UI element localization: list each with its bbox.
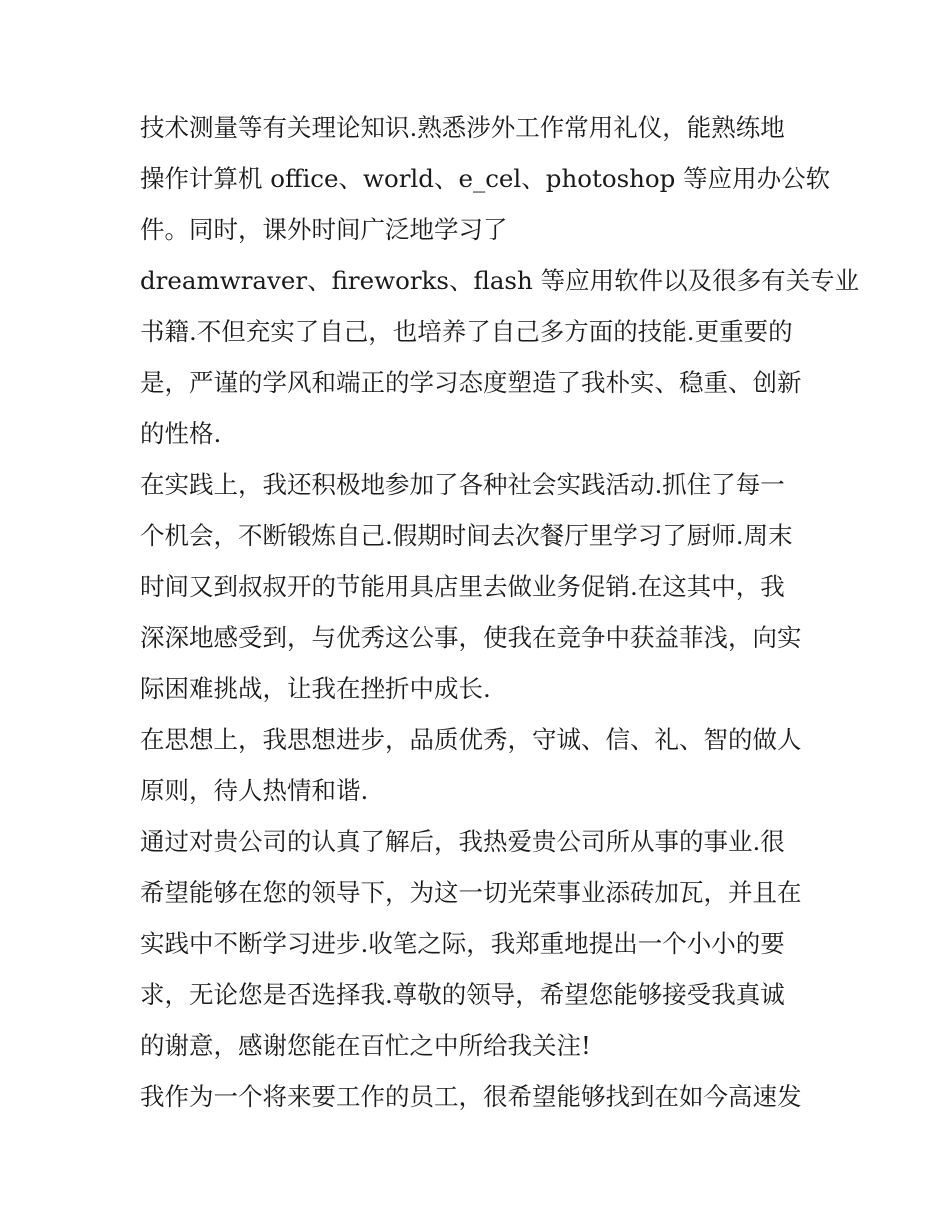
text-line: 操作计算机 office、world、e_cel、photoshop 等应用办公软 — [140, 164, 831, 193]
text-line: 技术测量等有关理论知识.熟悉涉外工作常用礼仪，能熟练地 — [140, 113, 785, 142]
text-line: 件。同时，课外时间广泛地学习了 — [140, 215, 508, 244]
text-line: 是，严谨的学风和端正的学习态度塑造了我朴实、稳重、创新 — [140, 368, 802, 397]
text-line: 实践中不断学习进步.收笔之际，我郑重地提出一个小小的要 — [140, 929, 785, 958]
text-line: 在实践上，我还积极地参加了各种社会实践活动.抓住了每一 — [140, 470, 785, 499]
text-line: 原则，待人热情和谐. — [140, 776, 369, 805]
text-line: 在思想上，我思想进步，品质优秀，守诚、信、礼、智的做人 — [140, 725, 802, 754]
text-line: 的性格. — [140, 419, 222, 448]
text-line: 求，无论您是否选择我.尊敬的领导，希望您能够接受我真诚 — [140, 980, 785, 1009]
text-line: 希望能够在您的领导下，为这一切光荣事业添砖加瓦，并且在 — [140, 878, 802, 907]
text-line: 深深地感受到，与优秀这公事，使我在竞争中获益菲浅，向实 — [140, 623, 802, 652]
text-line: 书籍.不但充实了自己，也培养了自己多方面的技能.更重要的 — [140, 317, 793, 346]
document-body — [140, 102, 860, 1122]
text-line: 时间又到叔叔开的节能用具店里去做业务促销.在这其中，我 — [140, 572, 785, 601]
text-line: 个机会，不断锻炼自己.假期时间去次餐厅里学习了厨师.周末 — [140, 521, 793, 550]
text-line: 的谢意，感谢您能在百忙之中所给我关注! — [140, 1031, 591, 1060]
text-line: 我作为一个将来要工作的员工，很希望能够找到在如今高速发 — [140, 1082, 802, 1111]
text-line: 际困难挑战，让我在挫折中成长. — [140, 674, 491, 703]
text-line: dreamwraver、fireworks、flash 等应用软件以及很多有关专业 — [140, 266, 860, 295]
text-line: 通过对贵公司的认真了解后，我热爱贵公司所从事的事业.很 — [140, 827, 785, 856]
